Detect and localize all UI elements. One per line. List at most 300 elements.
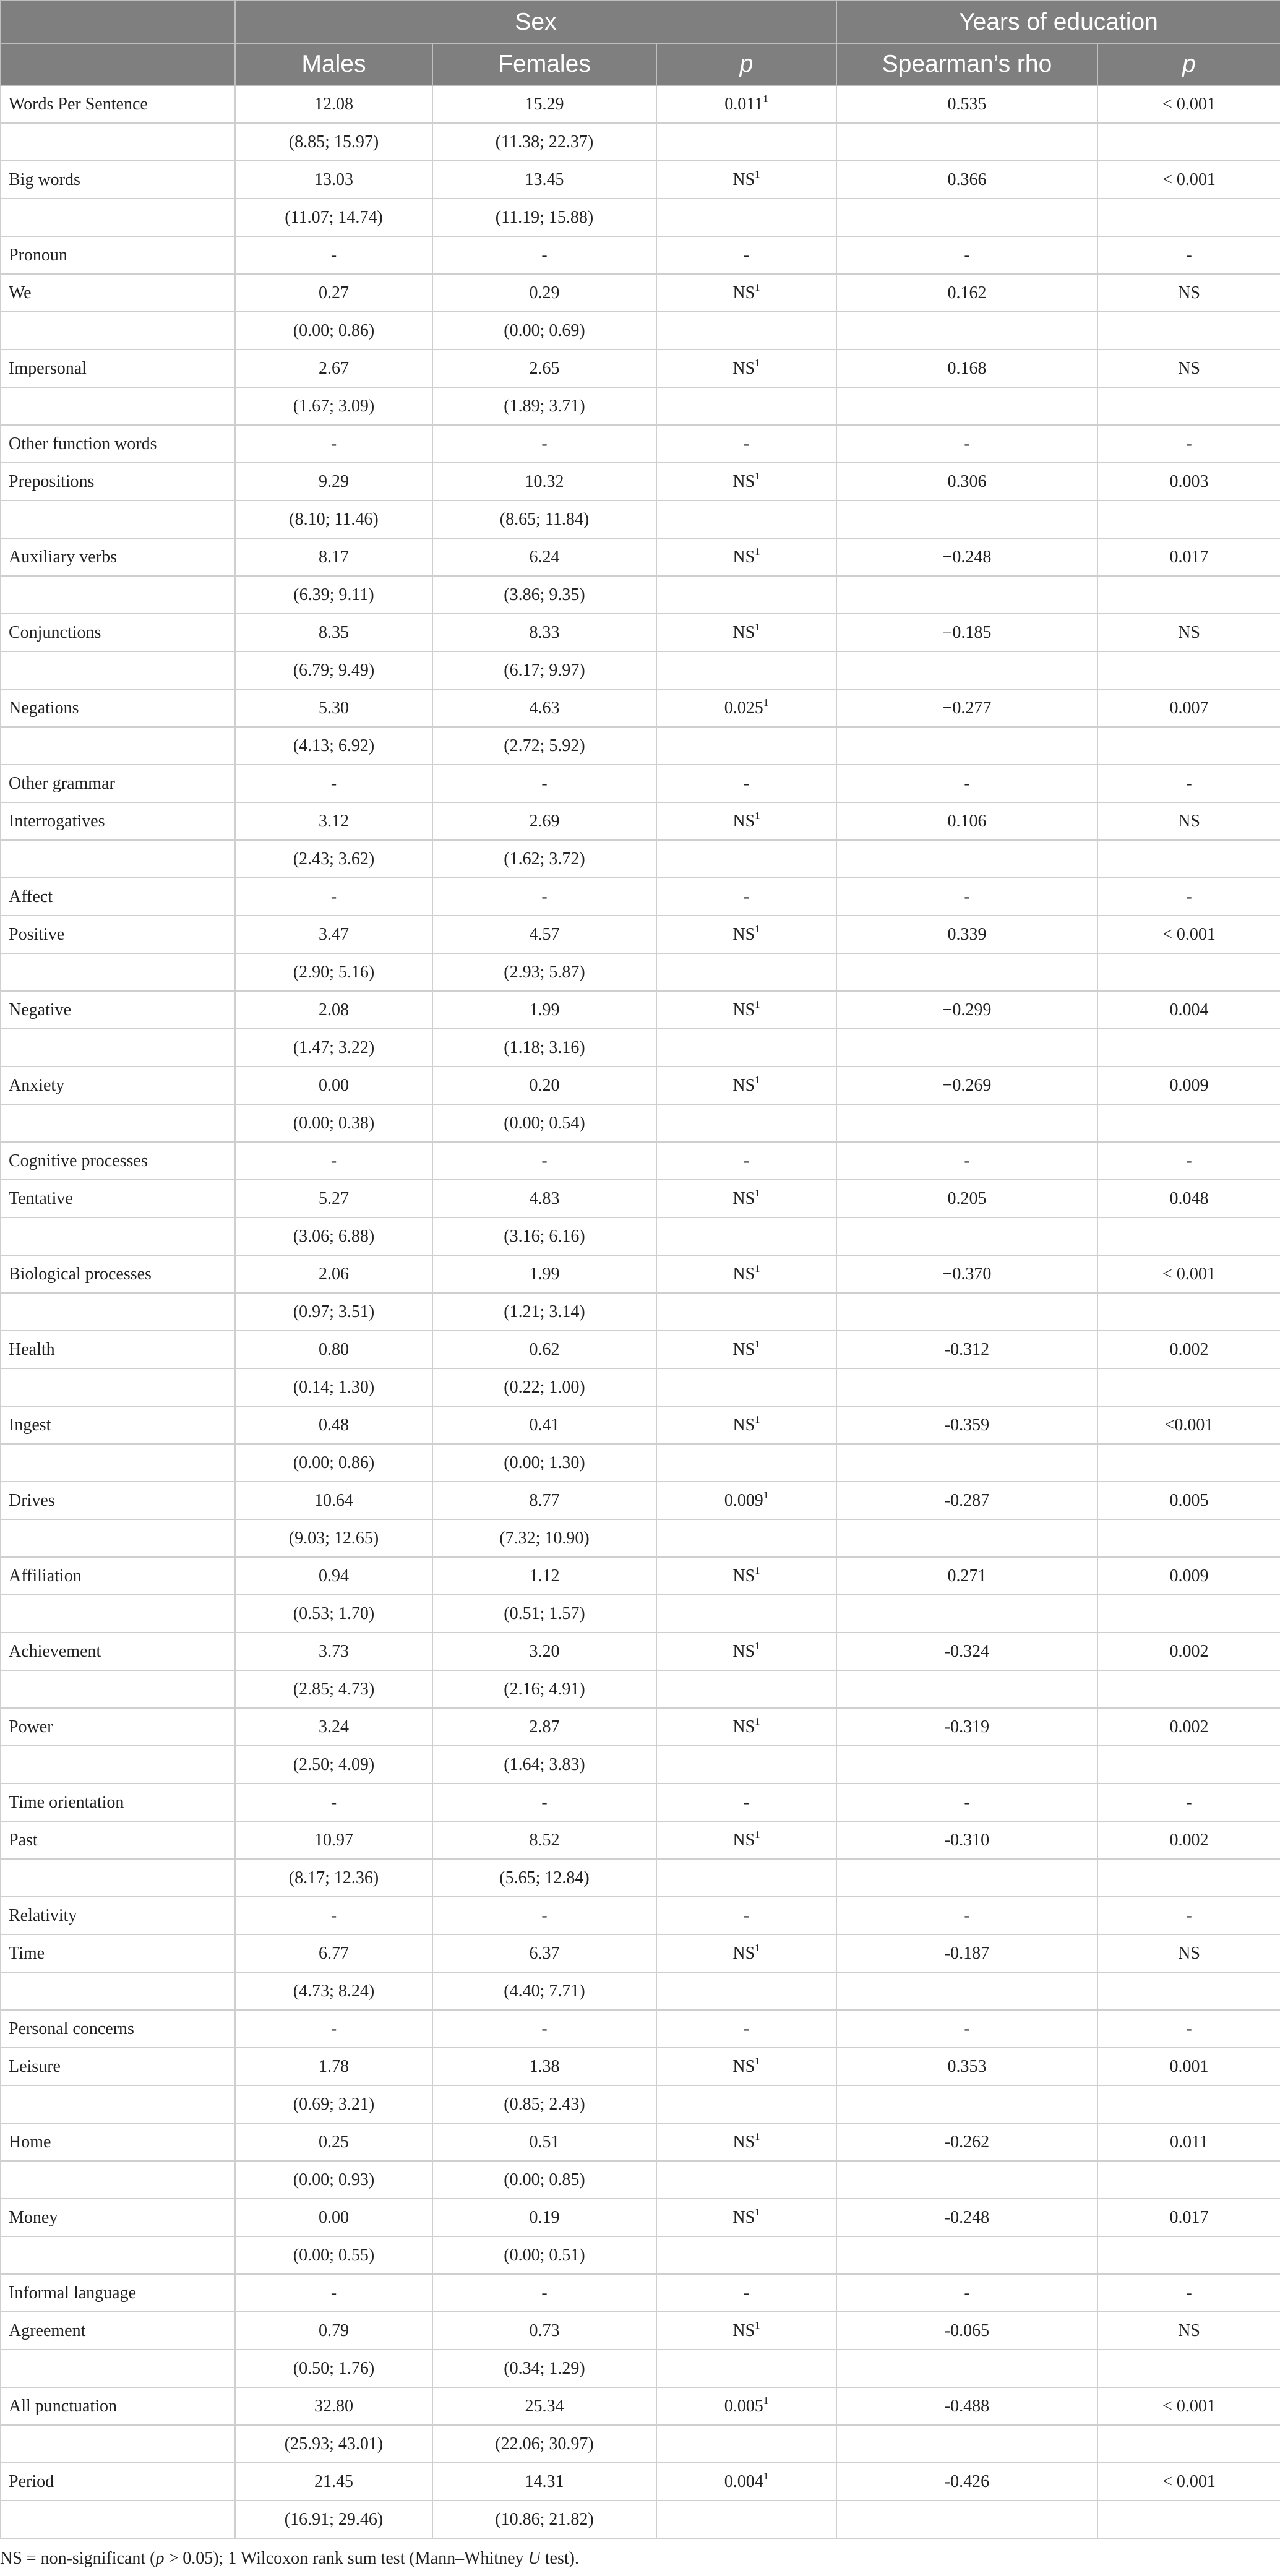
p-sex-empty: [656, 651, 836, 689]
p-sex-text: -: [743, 434, 750, 453]
males-value: -: [235, 1142, 432, 1180]
row-label: Positive: [1, 916, 235, 953]
females-ci: (0.85; 2.43): [432, 2085, 656, 2123]
p-sex-text: -: [743, 773, 750, 793]
p-sex-value: [656, 538, 836, 576]
p-education-empty: [1097, 2501, 1280, 2538]
p-sex-text: -: [743, 2019, 750, 2038]
p-education-value: < 0.001: [1097, 2387, 1280, 2425]
table-row-ci: [1, 312, 1280, 350]
table-row-ci: [1, 651, 1280, 689]
p-education-value: 0.001: [1097, 2048, 1280, 2085]
males-ci: (8.17; 12.36): [235, 1859, 432, 1897]
females-ci: (1.89; 3.71): [432, 387, 656, 425]
table-row: [1, 2048, 1280, 2085]
males-value: -: [235, 2274, 432, 2312]
table-header: [1, 1, 1280, 85]
p-sex-text: NS: [732, 1943, 755, 1963]
p-sex-text: NS: [732, 547, 755, 567]
p-sex-text: NS: [732, 924, 755, 944]
header-males: Males: [235, 43, 432, 85]
p-education-empty: [1097, 1519, 1280, 1557]
p-sex-footnote-marker: 1: [755, 2205, 760, 2218]
p-sex-value: [656, 1406, 836, 1444]
p-sex-footnote-marker: 1: [755, 1187, 760, 1199]
p-sex-empty: [656, 2161, 836, 2199]
females-ci: (2.72; 5.92): [432, 727, 656, 765]
table-row-ci: [1, 1104, 1280, 1142]
females-value: -: [432, 236, 656, 274]
p-education-empty: [1097, 123, 1280, 161]
females-value: 14.31: [432, 2463, 656, 2501]
p-education-value: 0.002: [1097, 1331, 1280, 1368]
females-ci: (0.00; 0.85): [432, 2161, 656, 2199]
table-row: [1, 236, 1280, 274]
males-ci: (2.90; 5.16): [235, 953, 432, 991]
males-value: -: [235, 2010, 432, 2048]
spearman-rho-value: -: [836, 2274, 1097, 2312]
p-sex-footnote-marker: 1: [755, 470, 760, 482]
p-sex-value: [656, 1784, 836, 1821]
spearman-rho-value: 0.306: [836, 463, 1097, 500]
spearman-empty: [836, 1368, 1097, 1406]
p-sex-value: [656, 991, 836, 1029]
females-ci: (3.86; 9.35): [432, 576, 656, 614]
table-row: [1, 878, 1280, 916]
p-sex-value: [656, 2199, 836, 2236]
females-value: 3.20: [432, 1633, 656, 1670]
females-ci: (0.22; 1.00): [432, 1368, 656, 1406]
spearman-rho-value: -0.248: [836, 2199, 1097, 2236]
females-ci: (0.00; 1.30): [432, 1444, 656, 1482]
females-ci: (0.00; 0.69): [432, 312, 656, 350]
p-sex-value: [656, 765, 836, 802]
row-label: Time orientation: [1, 1784, 235, 1821]
table-row: [1, 161, 1280, 199]
males-value: 2.67: [235, 350, 432, 387]
p-education-value: 0.007: [1097, 689, 1280, 727]
p-sex-footnote-marker: 1: [755, 1941, 760, 1954]
table-row-ci: [1, 2425, 1280, 2463]
p-sex-footnote-marker: 1: [763, 2394, 769, 2406]
males-ci: (6.39; 9.11): [235, 576, 432, 614]
males-ci: (9.03; 12.65): [235, 1519, 432, 1557]
spearman-empty: [836, 387, 1097, 425]
spearman-rho-value: 0.162: [836, 274, 1097, 312]
p-sex-empty: [656, 2425, 836, 2463]
table-row: [1, 1142, 1280, 1180]
p-sex-footnote-marker: 1: [755, 1828, 760, 1840]
p-education-value: 0.048: [1097, 1180, 1280, 1217]
p-education-empty: [1097, 2350, 1280, 2387]
spearman-empty: [836, 1217, 1097, 1255]
males-ci: (0.00; 0.86): [235, 1444, 432, 1482]
p-education-empty: [1097, 727, 1280, 765]
row-label: Power: [1, 1708, 235, 1746]
ci-label-empty: [1, 2236, 235, 2274]
p-sex-value: [656, 425, 836, 463]
females-value: -: [432, 1784, 656, 1821]
females-ci: (22.06; 30.97): [432, 2425, 656, 2463]
spearman-empty: [836, 1595, 1097, 1633]
males-value: 0.00: [235, 1067, 432, 1104]
p-sex-empty: [656, 1972, 836, 2010]
p-sex-text: NS: [732, 811, 755, 831]
p-sex-text: NS: [732, 1717, 755, 1737]
p-education-value: 0.005: [1097, 1482, 1280, 1519]
p-education-value: -: [1097, 2274, 1280, 2312]
spearman-empty: [836, 2236, 1097, 2274]
row-label: Money: [1, 2199, 235, 2236]
males-value: 5.30: [235, 689, 432, 727]
females-value: -: [432, 425, 656, 463]
females-value: -: [432, 1897, 656, 1934]
p-education-value: NS: [1097, 350, 1280, 387]
ci-label-empty: [1, 1104, 235, 1142]
p-education-value: < 0.001: [1097, 161, 1280, 199]
males-ci: (0.53; 1.70): [235, 1595, 432, 1633]
spearman-rho-value: -0.426: [836, 2463, 1097, 2501]
spearman-rho-value: −0.370: [836, 1255, 1097, 1293]
males-ci: (0.00; 0.93): [235, 2161, 432, 2199]
table-row-ci: [1, 727, 1280, 765]
table-row: [1, 1821, 1280, 1859]
males-value: -: [235, 1784, 432, 1821]
p-sex-footnote-marker: 1: [755, 1413, 760, 1425]
spearman-rho-value: 0.106: [836, 802, 1097, 840]
p-education-value: -: [1097, 2010, 1280, 2048]
p-sex-empty: [656, 199, 836, 236]
males-value: 2.08: [235, 991, 432, 1029]
row-label: Personal concerns: [1, 2010, 235, 2048]
table-row: [1, 1482, 1280, 1519]
table-row-ci: [1, 1519, 1280, 1557]
p-education-empty: [1097, 651, 1280, 689]
row-label: Tentative: [1, 1180, 235, 1217]
p-sex-footnote-marker: 1: [755, 620, 760, 633]
row-label: Conjunctions: [1, 614, 235, 651]
spearman-rho-value: -0.065: [836, 2312, 1097, 2350]
table-row-ci: [1, 1670, 1280, 1708]
p-sex-text: -: [743, 1905, 750, 1925]
p-sex-footnote-marker: 1: [755, 2319, 760, 2331]
p-education-value: 0.004: [1097, 991, 1280, 1029]
p-education-value: -: [1097, 236, 1280, 274]
males-value: 0.27: [235, 274, 432, 312]
p-education-value: NS: [1097, 802, 1280, 840]
ci-label-empty: [1, 1746, 235, 1784]
p-sex-text: NS: [732, 2207, 755, 2227]
row-label: Drives: [1, 1482, 235, 1519]
males-ci: (2.43; 3.62): [235, 840, 432, 878]
footnote-text-2: > 0.05); 1 Wilcoxon rank sum test (Mann–Whitney: [164, 2549, 528, 2568]
females-value: 4.83: [432, 1180, 656, 1217]
spearman-rho-value: 0.339: [836, 916, 1097, 953]
p-sex-text: 0.011: [724, 94, 763, 114]
row-label: All punctuation: [1, 2387, 235, 2425]
spearman-empty: [836, 500, 1097, 538]
p-sex-text: -: [743, 887, 750, 906]
p-sex-footnote-marker: 1: [763, 1488, 769, 1501]
p-sex-empty: [656, 576, 836, 614]
males-value: 9.29: [235, 463, 432, 500]
table-row-ci: [1, 2085, 1280, 2123]
p-sex-empty: [656, 1519, 836, 1557]
males-value: 1.78: [235, 2048, 432, 2085]
p-education-value: 0.017: [1097, 538, 1280, 576]
females-ci: (6.17; 9.97): [432, 651, 656, 689]
spearman-empty: [836, 1746, 1097, 1784]
table-row: [1, 1897, 1280, 1934]
p-sex-text: 0.005: [724, 2396, 763, 2416]
females-value: 1.38: [432, 2048, 656, 2085]
spearman-rho-value: -0.187: [836, 1934, 1097, 1972]
p-sex-text: -: [743, 1151, 750, 1170]
row-label: Other function words: [1, 425, 235, 463]
row-label: Agreement: [1, 2312, 235, 2350]
p-education-empty: [1097, 840, 1280, 878]
females-value: 2.87: [432, 1708, 656, 1746]
p-education-empty: [1097, 2236, 1280, 2274]
spearman-empty: [836, 1859, 1097, 1897]
p-sex-value: [656, 2274, 836, 2312]
males-ci: (0.00; 0.38): [235, 1104, 432, 1142]
p-sex-value: [656, 689, 836, 727]
p-education-empty: [1097, 1746, 1280, 1784]
females-value: 1.99: [432, 1255, 656, 1293]
table-row: [1, 2387, 1280, 2425]
p-sex-footnote-marker: 1: [755, 1262, 760, 1274]
males-ci: (2.50; 4.09): [235, 1746, 432, 1784]
ci-label-empty: [1, 1444, 235, 1482]
females-ci: (0.00; 0.51): [432, 2236, 656, 2274]
p-education-value: 0.011: [1097, 2123, 1280, 2161]
p-sex-empty: [656, 953, 836, 991]
females-value: 0.19: [432, 2199, 656, 2236]
p-sex-text: NS: [732, 170, 755, 189]
spearman-empty: [836, 2425, 1097, 2463]
p-sex-value: [656, 1482, 836, 1519]
table-row: [1, 1180, 1280, 1217]
spearman-rho-value: 0.271: [836, 1557, 1097, 1595]
males-value: 8.17: [235, 538, 432, 576]
row-label: Time: [1, 1934, 235, 1972]
p-sex-text: NS: [732, 471, 755, 491]
p-sex-text: -: [743, 2283, 750, 2303]
p-sex-footnote-marker: 1: [755, 545, 760, 557]
p-sex-empty: [656, 727, 836, 765]
females-ci: (1.62; 3.72): [432, 840, 656, 878]
spearman-empty: [836, 651, 1097, 689]
table-row-ci: [1, 953, 1280, 991]
males-ci: (0.97; 3.51): [235, 1293, 432, 1331]
p-sex-value: [656, 2312, 836, 2350]
ci-label-empty: [1, 727, 235, 765]
p-sex-value: [656, 1180, 836, 1217]
males-ci: (4.13; 6.92): [235, 727, 432, 765]
females-value: 0.29: [432, 274, 656, 312]
ci-label-empty: [1, 2085, 235, 2123]
ci-label-empty: [1, 1595, 235, 1633]
row-label: Past: [1, 1821, 235, 1859]
females-value: 15.29: [432, 85, 656, 123]
p-education-value: -: [1097, 765, 1280, 802]
table-footnote: [0, 2549, 579, 2569]
males-value: -: [235, 1897, 432, 1934]
header-empty-cell: [1, 43, 235, 85]
table-row-ci: [1, 500, 1280, 538]
table-row-ci: [1, 1746, 1280, 1784]
spearman-rho-value: -0.359: [836, 1406, 1097, 1444]
table-row-ci: [1, 1368, 1280, 1406]
ci-label-empty: [1, 199, 235, 236]
females-ci: (1.21; 3.14): [432, 1293, 656, 1331]
p-sex-empty: [656, 2236, 836, 2274]
males-ci: (8.85; 15.97): [235, 123, 432, 161]
males-ci: (1.47; 3.22): [235, 1029, 432, 1067]
spearman-rho-value: −0.185: [836, 614, 1097, 651]
p-sex-footnote-marker: 1: [755, 2054, 760, 2067]
ci-label-empty: [1, 387, 235, 425]
spearman-empty: [836, 2085, 1097, 2123]
row-label: Period: [1, 2463, 235, 2501]
ci-label-empty: [1, 576, 235, 614]
row-label: Informal language: [1, 2274, 235, 2312]
males-value: 3.73: [235, 1633, 432, 1670]
p-education-empty: [1097, 1104, 1280, 1142]
p-education-empty: [1097, 1368, 1280, 1406]
p-sex-empty: [656, 1859, 836, 1897]
p-education-value: -: [1097, 425, 1280, 463]
header-spearman-rho: Spearman’s rho: [836, 43, 1097, 85]
females-ci: (0.34; 1.29): [432, 2350, 656, 2387]
row-label: Impersonal: [1, 350, 235, 387]
females-value: -: [432, 765, 656, 802]
p-sex-value: [656, 1708, 836, 1746]
table-row: [1, 2463, 1280, 2501]
table-row-ci: [1, 123, 1280, 161]
p-sex-empty: [656, 1368, 836, 1406]
females-value: 8.52: [432, 1821, 656, 1859]
row-label: We: [1, 274, 235, 312]
males-value: 6.77: [235, 1934, 432, 1972]
table-row: [1, 765, 1280, 802]
table-row: [1, 1934, 1280, 1972]
table-row-ci: [1, 1029, 1280, 1067]
spearman-empty: [836, 1104, 1097, 1142]
p-sex-value: [656, 1142, 836, 1180]
males-ci: (1.67; 3.09): [235, 387, 432, 425]
p-sex-footnote-marker: 1: [755, 281, 760, 293]
spearman-rho-value: 0.535: [836, 85, 1097, 123]
row-label: Affiliation: [1, 1557, 235, 1595]
p-sex-footnote-marker: 1: [755, 1564, 760, 1576]
males-value: 2.06: [235, 1255, 432, 1293]
table-row-ci: [1, 1972, 1280, 2010]
p-sex-text: NS: [732, 1339, 755, 1359]
table-row-ci: [1, 1859, 1280, 1897]
females-value: 10.32: [432, 463, 656, 500]
p-sex-empty: [656, 840, 836, 878]
males-value: 0.00: [235, 2199, 432, 2236]
p-sex-value: [656, 236, 836, 274]
p-sex-value: [656, 802, 836, 840]
row-label: Auxiliary verbs: [1, 538, 235, 576]
p-sex-text: NS: [732, 1075, 755, 1095]
males-value: 0.25: [235, 2123, 432, 2161]
p-sex-footnote-marker: 1: [763, 92, 768, 105]
p-sex-empty: [656, 1670, 836, 1708]
p-education-empty: [1097, 1444, 1280, 1482]
females-ci: (0.51; 1.57): [432, 1595, 656, 1633]
p-education-value: < 0.001: [1097, 916, 1280, 953]
table-row: [1, 1406, 1280, 1444]
spearman-empty: [836, 1029, 1097, 1067]
p-education-empty: [1097, 1595, 1280, 1633]
p-education-empty: [1097, 953, 1280, 991]
p-sex-empty: [656, 1444, 836, 1482]
p-sex-value: [656, 1934, 836, 1972]
spearman-rho-value: -: [836, 765, 1097, 802]
p-education-value: 0.002: [1097, 1708, 1280, 1746]
males-value: 0.48: [235, 1406, 432, 1444]
p-education-empty: [1097, 2085, 1280, 2123]
table-row: [1, 538, 1280, 576]
row-label: Other grammar: [1, 765, 235, 802]
p-education-value: NS: [1097, 614, 1280, 651]
p-sex-footnote-marker: 1: [763, 2470, 769, 2482]
p-education-value: 0.002: [1097, 1821, 1280, 1859]
table-row: [1, 2010, 1280, 2048]
p-education-value: NS: [1097, 2312, 1280, 2350]
ci-label-empty: [1, 651, 235, 689]
males-ci: (11.07; 14.74): [235, 199, 432, 236]
spearman-rho-value: -: [836, 1784, 1097, 1821]
spearman-rho-value: −0.248: [836, 538, 1097, 576]
ci-label-empty: [1, 1519, 235, 1557]
table-row: [1, 2312, 1280, 2350]
table-row-ci: [1, 840, 1280, 878]
males-value: -: [235, 878, 432, 916]
row-label: Negations: [1, 689, 235, 727]
females-value: -: [432, 1142, 656, 1180]
females-value: 2.65: [432, 350, 656, 387]
row-label: Prepositions: [1, 463, 235, 500]
males-ci: (0.69; 3.21): [235, 2085, 432, 2123]
spearman-rho-value: -: [836, 1897, 1097, 1934]
p-sex-text: NS: [732, 1264, 755, 1284]
females-value: 25.34: [432, 2387, 656, 2425]
males-value: 3.24: [235, 1708, 432, 1746]
row-label: Health: [1, 1331, 235, 1368]
p-education-empty: [1097, 199, 1280, 236]
ci-label-empty: [1, 2425, 235, 2463]
row-label: Leisure: [1, 2048, 235, 2085]
p-sex-empty: [656, 2350, 836, 2387]
p-sex-value: [656, 2123, 836, 2161]
ci-label-empty: [1, 123, 235, 161]
row-label: Cognitive processes: [1, 1142, 235, 1180]
header-p-sex: p: [656, 43, 836, 85]
spearman-rho-value: -: [836, 425, 1097, 463]
females-value: 4.63: [432, 689, 656, 727]
table-row: [1, 1067, 1280, 1104]
spearman-rho-value: −0.277: [836, 689, 1097, 727]
p-sex-value: [656, 916, 836, 953]
females-ci: (10.86; 21.82): [432, 2501, 656, 2538]
spearman-rho-value: 0.168: [836, 350, 1097, 387]
p-education-empty: [1097, 1029, 1280, 1067]
